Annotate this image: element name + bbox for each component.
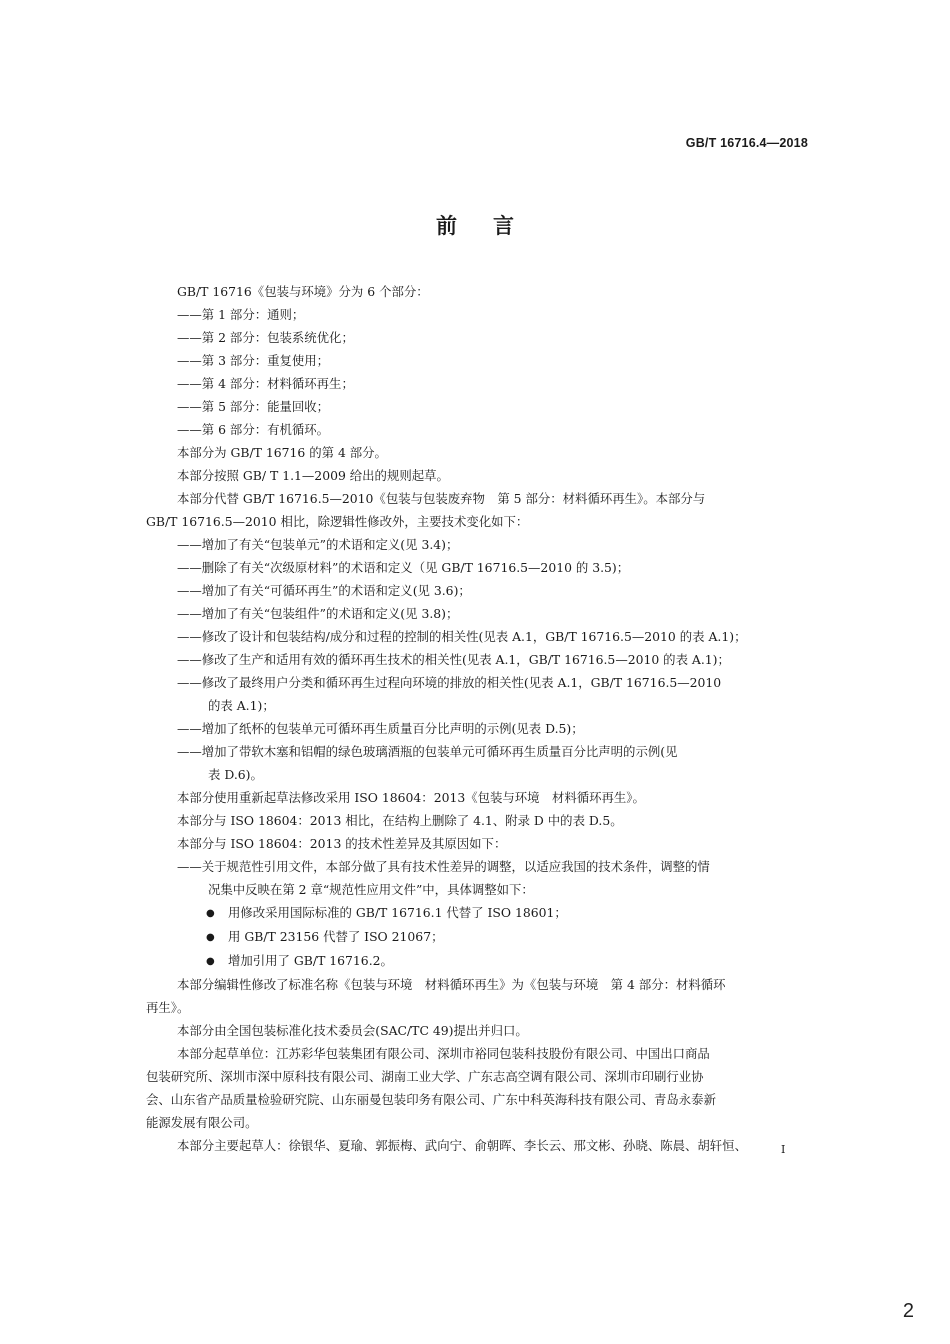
paragraph-line: GB/T 16716《包装与环境》分为 6 个部分： — [177, 284, 429, 299]
list-item: ——删除了有关“次级原材料”的术语和定义（见 GB/T 16716.5—2010 的 3.5)； — [177, 560, 630, 575]
paragraph-line: GB/T 16716.5—2010 相比，除逻辑性修改外，主要技术变化如下： — [146, 514, 529, 529]
list-item: ——修改了最终用户分类和循环再生过程向环境的排放的相关性(见表 A.1，GB/T 16716.5—2010 — [177, 675, 722, 690]
bullet-text: 增加引用了 GB/T 16716.2。 — [228, 953, 393, 968]
body-text — [146, 280, 808, 1157]
list-item: ——第 3 部分：重复使用； — [177, 353, 330, 368]
list-item: ——修改了生产和适用有效的循环再生技术的相关性(见表 A.1，GB/T 16716.5—2010 的表 A.1)； — [177, 652, 730, 667]
paragraph-line: 本部分为 GB/T 16716 的第 4 部分。 — [177, 445, 387, 460]
page-number: 2 — [902, 1300, 914, 1322]
paragraph-line: 本部分主要起草人：徐银华、夏瑜、郭振梅、武向宁、俞朝晖、李长云、邢文彬、孙晓、陈晨、胡轩恒、 — [177, 1138, 747, 1153]
list-item: ——第 4 部分：材料循环再生； — [177, 376, 354, 391]
paragraph-line: 本部分按照 GB/ T 1.1—2009 给出的规则起草。 — [177, 468, 449, 483]
list-item: ——关于规范性引用文件，本部分做了具有技术性差异的调整，以适应我国的技术条件，调整的情 — [177, 859, 710, 874]
paragraph-line: 能源发展有限公司。 — [146, 1115, 258, 1130]
list-item: ——修改了设计和包装结构/成分和过程的控制的相关性(见表 A.1，GB/T 16716.5—2010 的表 A.1)； — [177, 629, 747, 644]
list-item: ——第 6 部分：有机循环。 — [177, 422, 330, 437]
paragraph-line: 包装研究所、深圳市深中原科技有限公司、湖南工业大学、广东志高空调有限公司、深圳市印刷行业协 — [146, 1069, 704, 1084]
paragraph-line: 本部分与 ISO 18604：2013 相比，在结构上删除了 4.1、附录 D 中的表 D.5。 — [177, 813, 623, 828]
bullet-item — [146, 901, 808, 925]
list-item: 况集中反映在第 2 章“规范性应用文件”中，具体调整如下： — [208, 882, 534, 897]
bullet-icon: ● — [206, 908, 215, 919]
standard-code: GB/T 16716.4—2018 — [685, 136, 808, 150]
bullet-icon: ● — [206, 932, 215, 943]
paragraph-line: 本部分代替 GB/T 16716.5—2010《包装与包装废弃物 第 5 部分：材料循环再生》。本部分与 — [177, 491, 706, 506]
paragraph-line: 本部分编辑性修改了标准名称《包装与环境 材料循环再生》为《包装与环境 第 4 部分：材料循环 — [177, 977, 726, 992]
bullet-icon: ● — [206, 956, 215, 967]
bullet-text: 用 GB/T 23156 代替了 ISO 21067； — [228, 929, 444, 944]
page-title: 前言 — [436, 214, 550, 238]
list-item: ——第 1 部分：通则； — [177, 307, 305, 322]
list-item: 的表 A.1)； — [208, 698, 275, 713]
list-item: ——增加了带软木塞和铝帽的绿色玻璃酒瓶的包装单元可循环再生质量百分比声明的示例(见 — [177, 744, 678, 759]
bullet-item — [146, 925, 808, 949]
paragraph-line: 再生》。 — [146, 1000, 190, 1015]
list-item: ——增加了有关“包装单元”的术语和定义(见 3.4)； — [177, 537, 459, 552]
list-item: ——增加了有关“可循环再生”的术语和定义(见 3.6)； — [177, 583, 471, 598]
list-item: ——第 2 部分：包装系统优化； — [177, 330, 354, 345]
list-item: ——第 5 部分：能量回收； — [177, 399, 330, 414]
paragraph-line: 本部分与 ISO 18604：2013 的技术性差异及其原因如下： — [177, 836, 507, 851]
list-item: ——增加了纸杯的包装单元可循环再生质量百分比声明的示例(见表 D.5)； — [177, 721, 584, 736]
page-roman-numeral: I — [781, 1143, 786, 1156]
paragraph-line: 本部分使用重新起草法修改采用 ISO 18604：2013《包装与环境 材料循环再生》。 — [177, 790, 645, 805]
paragraph-line: 本部分起草单位：江苏彩华包装集团有限公司、深圳市裕同包装科技股份有限公司、中国出口商品 — [177, 1046, 710, 1061]
paragraph-line: 本部分由全国包装标准化技术委员会(SAC/TC 49)提出并归口。 — [177, 1023, 528, 1038]
list-item: 表 D.6)。 — [208, 767, 263, 782]
bullet-item — [146, 949, 808, 973]
paragraph-line: 会、山东省产品质量检验研究院、山东丽曼包装印务有限公司、广东中科英海科技有限公司、青岛永泰新 — [146, 1092, 716, 1107]
bullet-text: 用修改采用国际标准的 GB/T 16716.1 代替了 ISO 18601； — [228, 905, 567, 920]
list-item: ——增加了有关“包装组件”的术语和定义(见 3.8)； — [177, 606, 459, 621]
